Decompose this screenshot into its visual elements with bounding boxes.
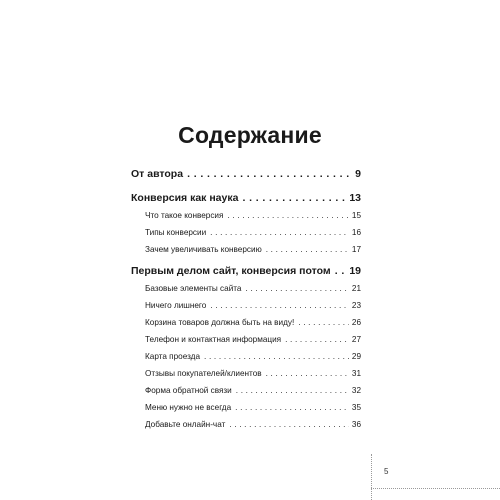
toc-entry-title: Базовые элементы сайта — [145, 284, 242, 293]
toc-entry-title: Меню нужно не всегда — [145, 403, 232, 412]
toc-leader-dots — [187, 168, 352, 180]
toc-leader-dots — [285, 335, 349, 344]
toc-page-number: 13 — [349, 192, 361, 204]
toc-entry — [131, 228, 361, 237]
toc-leader-dots — [242, 192, 346, 204]
toc-page-number: 9 — [355, 168, 361, 180]
toc-entry — [131, 352, 361, 361]
toc-leader-dots — [227, 211, 348, 220]
toc-entry-title: Зачем увеличивать конверсию — [145, 245, 262, 254]
toc-entry — [131, 386, 361, 395]
toc-page-number: 23 — [351, 301, 361, 310]
toc-entry-title: Ничего лишнего — [145, 301, 207, 310]
toc-leader-dots — [229, 420, 349, 429]
toc-entry — [131, 420, 361, 429]
toc-entry-title: Корзина товаров должна быть на виду! — [145, 318, 295, 327]
toc-leader-dots — [210, 301, 349, 310]
footer-divider-horizontal — [371, 488, 500, 489]
toc-leader-dots — [335, 265, 347, 277]
toc-entry-title: От автора — [131, 168, 184, 180]
toc-leader-dots — [298, 318, 349, 327]
toc-entry-title: Первым делом сайт, конверсия потом — [131, 265, 331, 277]
toc-entry — [131, 168, 361, 180]
toc-page-number: 19 — [349, 265, 361, 277]
toc-leader-dots — [204, 352, 349, 361]
toc-entry-title: Отзывы покупателей/клиентов — [145, 369, 262, 378]
toc-page-number: 26 — [351, 318, 361, 327]
toc-page-number: 31 — [351, 369, 361, 378]
toc-entry-title: Карта проезда — [145, 352, 201, 361]
toc-entry-title: Что такое конверсия — [145, 211, 224, 220]
toc-entry — [131, 301, 361, 310]
toc-entry — [131, 335, 361, 344]
toc-entry — [131, 369, 361, 378]
toc-page-number: 35 — [351, 403, 361, 412]
toc-entry — [131, 211, 361, 220]
page-number: 5 — [384, 467, 389, 476]
toc-leader-dots — [236, 386, 349, 395]
toc-leader-dots — [266, 245, 349, 254]
footer-divider-vertical — [371, 454, 372, 500]
toc-page-number: 15 — [351, 211, 361, 220]
toc-entry — [131, 318, 361, 327]
toc-entry — [131, 403, 361, 412]
toc-entry-title: Добавьте онлайн-чат — [145, 420, 226, 429]
toc-page-number: 16 — [351, 228, 361, 237]
toc-entry — [131, 245, 361, 254]
toc-entry-title: Телефон и контактная информация — [145, 335, 282, 344]
toc-entry — [131, 265, 361, 277]
page-title: Содержание — [178, 122, 322, 148]
toc-entry-title: Типы конверсии — [145, 228, 207, 237]
toc-leader-dots — [235, 403, 349, 412]
table-of-contents — [131, 168, 361, 429]
toc-entry — [131, 284, 361, 293]
toc-entry-title: Форма обратной связи — [145, 386, 232, 395]
toc-page-number: 36 — [351, 420, 361, 429]
toc-page-number: 32 — [351, 386, 361, 395]
toc-page-number: 27 — [351, 335, 361, 344]
toc-page-number: 21 — [351, 284, 361, 293]
toc-leader-dots — [266, 369, 349, 378]
toc-leader-dots — [210, 228, 349, 237]
toc-page-number: 29 — [351, 352, 361, 361]
toc-page-number: 17 — [351, 245, 361, 254]
toc-entry-title: Конверсия как наука — [131, 192, 239, 204]
toc-leader-dots — [246, 284, 349, 293]
toc-entry — [131, 192, 361, 204]
